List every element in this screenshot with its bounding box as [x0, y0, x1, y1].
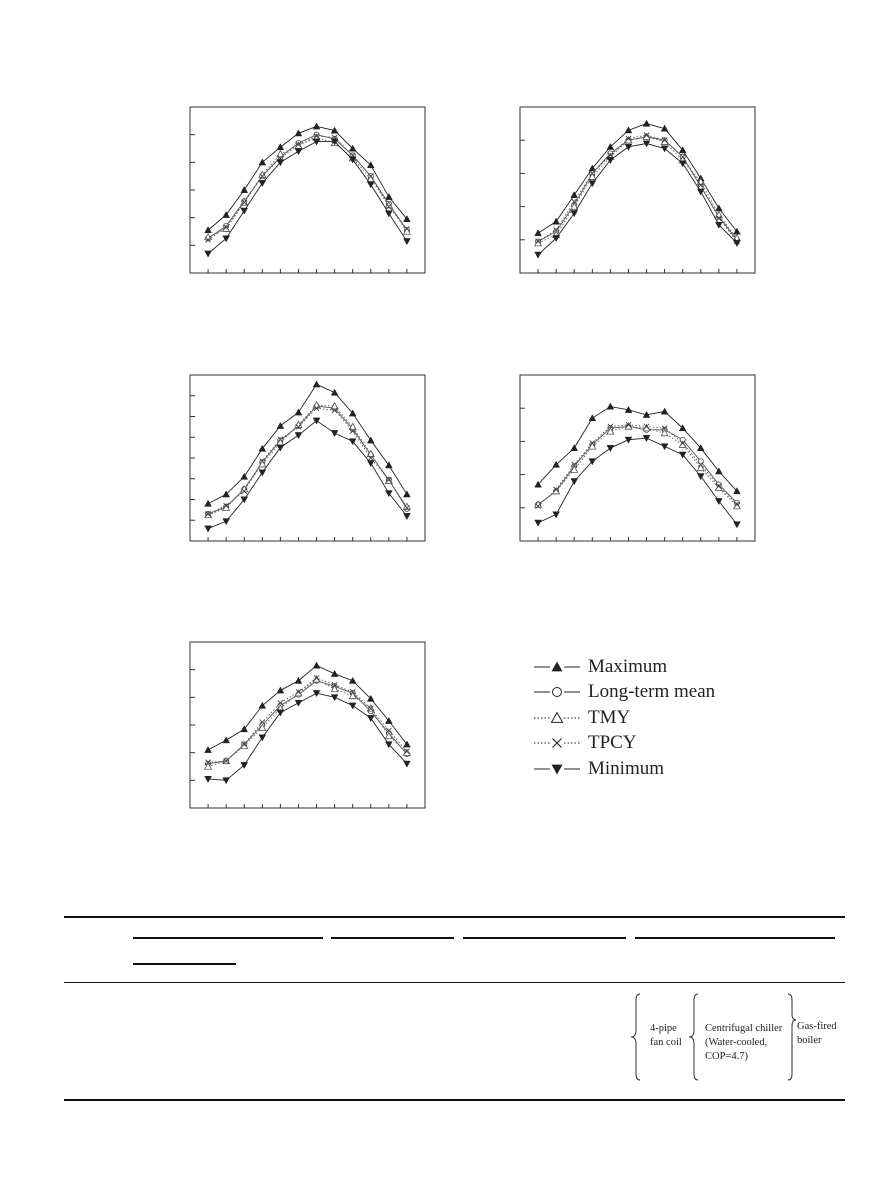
data-point-minimum [697, 474, 704, 480]
series-line-tmy [208, 679, 407, 766]
series-markers-long-term-mean [205, 132, 409, 241]
legend-item-maximum [532, 654, 792, 680]
table-header-underline [133, 963, 236, 965]
series-markers-maximum [205, 381, 411, 506]
data-point-maximum [643, 120, 650, 126]
series-line-minimum [538, 438, 737, 524]
series-line-tpcy [208, 136, 407, 240]
data-point-maximum [349, 677, 356, 683]
chart-5 [180, 635, 430, 815]
plot-frame [190, 107, 425, 273]
brace-middle [686, 992, 702, 1082]
legend-marker-minimum [532, 759, 584, 779]
data-point-maximum [385, 462, 392, 468]
series-markers-minimum [535, 141, 741, 258]
table-top-rule [64, 916, 845, 918]
series-line-tmy [208, 137, 407, 237]
series-markers-tmy [535, 423, 741, 509]
series-line-tmy [208, 405, 407, 515]
data-point-maximum [661, 408, 668, 414]
data-point-minimum [223, 778, 230, 784]
data-point-minimum [367, 460, 374, 466]
legend-marker-tmy [532, 708, 584, 728]
plot-frame [190, 642, 425, 808]
series-line-maximum [208, 666, 407, 750]
data-point-minimum [589, 181, 596, 187]
plot-frame [190, 375, 425, 541]
data-point-minimum [404, 513, 411, 519]
series-markers-long-term-mean [205, 404, 409, 517]
data-point-maximum [277, 144, 284, 150]
series-markers-tpcy [535, 133, 739, 244]
data-point-maximum [295, 130, 302, 136]
data-point-minimum [259, 470, 266, 476]
data-point-minimum [571, 479, 578, 485]
series-line-tmy [538, 426, 737, 506]
table-cell-terminal-unit: 4-pipe fan coil [650, 1023, 682, 1048]
brace-left [628, 992, 644, 1082]
legend-symbol-tmy [552, 712, 563, 722]
data-point-maximum [331, 389, 338, 395]
series-line-long-term-mean [208, 406, 407, 514]
series-line-tpcy [538, 425, 737, 506]
legend-symbol-tpcy [553, 739, 562, 748]
data-point-maximum [223, 212, 230, 218]
legend-label: Minimum [588, 757, 665, 779]
data-point-minimum [571, 211, 578, 217]
legend-marker-tpcy [532, 733, 584, 753]
data-point-minimum [625, 144, 632, 150]
data-point-maximum [313, 123, 320, 129]
data-point-minimum [331, 430, 338, 436]
data-point-maximum [589, 415, 596, 421]
series-line-long-term-mean [208, 681, 407, 764]
legend-item-tpcy [532, 731, 792, 757]
data-point-minimum [404, 761, 411, 767]
data-point-minimum [367, 715, 374, 721]
data-point-minimum [205, 251, 212, 257]
series-markers-maximum [535, 403, 741, 494]
series-markers-tmy [535, 133, 741, 245]
series-markers-maximum [205, 662, 411, 753]
data-point-maximum [205, 747, 212, 753]
series-line-minimum [208, 142, 407, 254]
series-line-tpcy [208, 408, 407, 514]
data-point-maximum [277, 687, 284, 693]
data-point-minimum [385, 211, 392, 217]
series-line-maximum [208, 384, 407, 503]
data-point-minimum [697, 189, 704, 195]
table-cell-boiler: Gas-fired boiler [797, 1021, 837, 1046]
table-header-underline [331, 937, 454, 939]
series-line-maximum [208, 126, 407, 230]
data-point-maximum [277, 422, 284, 428]
series-markers-tmy [205, 676, 411, 769]
data-point-maximum [241, 473, 248, 479]
legend-marker-long-term-mean [532, 682, 584, 702]
data-point-minimum [259, 180, 266, 186]
data-point-minimum [331, 695, 338, 701]
legend-item-minimum [532, 756, 792, 782]
legend-item-tmy [532, 705, 792, 731]
data-point-maximum [331, 670, 338, 676]
data-point-maximum [571, 445, 578, 451]
data-point-maximum [607, 403, 614, 409]
data-point-minimum [404, 238, 411, 244]
series-markers-minimum [205, 690, 411, 783]
data-point-minimum [734, 522, 741, 528]
data-point-minimum [259, 735, 266, 741]
table-header-underline [463, 937, 626, 939]
chart-1 [180, 100, 430, 280]
data-point-minimum [679, 161, 686, 167]
series-line-minimum [538, 144, 737, 255]
data-point-minimum [535, 520, 542, 526]
data-point-maximum [553, 218, 560, 224]
legend-marker-maximum [532, 657, 584, 677]
data-point-minimum [661, 444, 668, 450]
data-point-maximum [241, 187, 248, 193]
legend-label: TMY [588, 706, 631, 728]
data-point-minimum [553, 512, 560, 518]
data-point-minimum [295, 700, 302, 706]
series-markers-maximum [205, 123, 411, 233]
legend-item-long-term-mean [532, 680, 792, 706]
series-markers-minimum [535, 435, 741, 527]
data-point-maximum [625, 127, 632, 133]
data-point-maximum [367, 437, 374, 443]
data-point-maximum [313, 381, 320, 387]
data-point-maximum [295, 409, 302, 415]
data-point-minimum [535, 252, 542, 258]
series-line-maximum [538, 124, 737, 234]
data-point-maximum [313, 662, 320, 668]
series-markers-tmy [205, 402, 411, 518]
legend-label: Long-term mean [588, 681, 716, 703]
data-point-minimum [295, 432, 302, 438]
series-markers-long-term-mean [535, 134, 739, 244]
chart-3 [180, 368, 430, 548]
series-line-tmy [538, 137, 737, 243]
data-point-minimum [223, 519, 230, 525]
data-point-minimum [607, 445, 614, 451]
data-point-maximum [535, 230, 542, 236]
data-point-maximum [404, 491, 411, 497]
data-point-minimum [367, 182, 374, 188]
series-line-maximum [538, 407, 737, 492]
legend-symbol-minimum [552, 764, 563, 774]
data-point-minimum [295, 149, 302, 155]
data-point-minimum [205, 526, 212, 532]
legend-label: Maximum [588, 655, 668, 677]
legend-symbol-maximum [552, 661, 563, 671]
series-markers-minimum [205, 418, 411, 532]
data-point-minimum [277, 445, 284, 451]
table-header-underline [635, 937, 835, 939]
series-markers-tpcy [205, 406, 409, 517]
series-line-minimum [208, 421, 407, 529]
data-point-minimum [625, 437, 632, 443]
plot-frame [520, 107, 755, 273]
data-point-minimum [277, 710, 284, 716]
table-cell-chiller: Centrifugal chiller (Water-cooled, COP=4.7) [705, 1023, 783, 1062]
legend-label: TPCY [588, 732, 637, 754]
legend-symbol-long-term-mean [553, 688, 562, 697]
data-point-maximum [205, 500, 212, 506]
chart-legend [532, 654, 792, 782]
data-point-maximum [223, 737, 230, 743]
table-header-underline [133, 937, 323, 939]
series-line-long-term-mean [208, 135, 407, 239]
data-point-minimum [241, 208, 248, 214]
series-markers-long-term-mean [535, 424, 739, 507]
chart-2 [510, 100, 760, 280]
data-point-maximum [385, 194, 392, 200]
data-point-maximum [571, 192, 578, 198]
table-header-rule [64, 982, 845, 983]
table-bottom-rule [64, 1099, 845, 1101]
data-point-minimum [349, 703, 356, 709]
chart-4 [510, 368, 760, 548]
